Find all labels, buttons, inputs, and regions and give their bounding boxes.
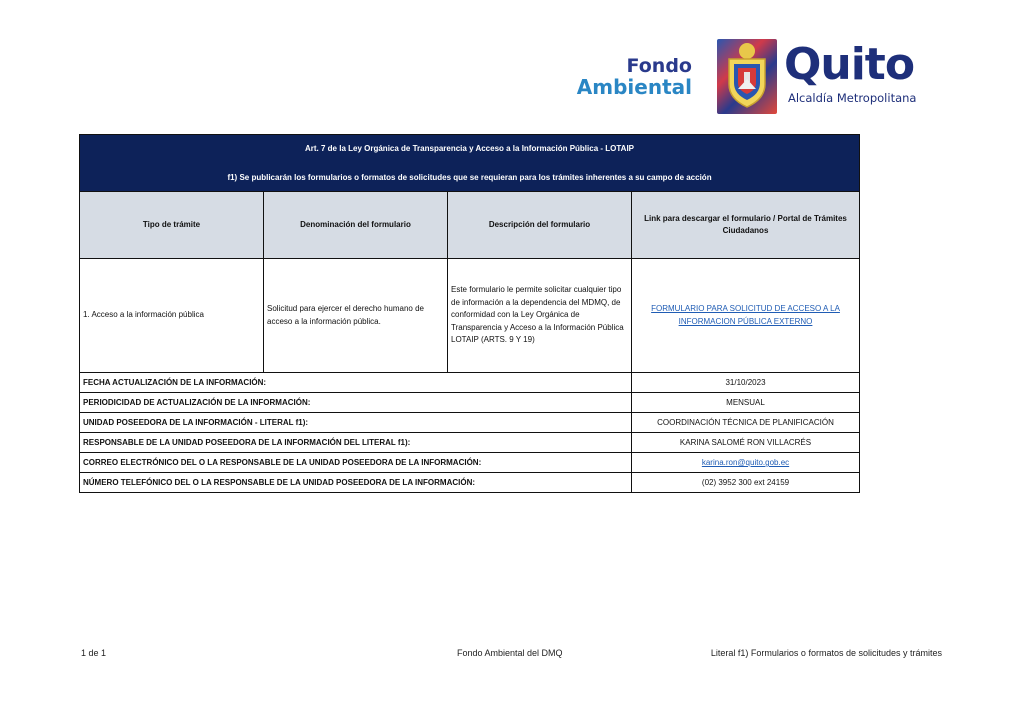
footer-page-number: 1 de 1 [81,648,107,658]
table-title-band [80,135,860,192]
table-title-row [80,135,860,192]
lotaip-table [79,134,860,493]
column-header-row [80,192,860,259]
column-header-tipo: Tipo de trámite [80,192,264,259]
info-value: KARINA SALOMÉ RON VILLACRÉS [632,433,860,453]
info-row-telefono [80,473,860,493]
info-label: PERIODICIDAD DE ACTUALIZACIÓN DE LA INFORMACIÓN: [80,393,632,413]
info-label: UNIDAD POSEEDORA DE LA INFORMACIÓN - LITERAL f1): [80,413,632,433]
column-header-link: Link para descargar el formulario / Portal de Trámites Ciudadanos [632,192,860,259]
table-row [80,259,860,373]
info-value: MENSUAL [632,393,860,413]
info-value: COORDINACIÓN TÉCNICA DE PLANIFICACIÓN [632,413,860,433]
info-label: RESPONSABLE DE LA UNIDAD POSEEDORA DE LA INFORMACIÓN DEL LITERAL f1): [80,433,632,453]
info-label: NÚMERO TELEFÓNICO DEL O LA RESPONSABLE DE LA UNIDAD POSEEDORA DE LA INFORMACIÓN: [80,473,632,493]
footer-center-text: Fondo Ambiental del DMQ [457,648,563,658]
column-header-descripcion: Descripción del formulario [448,192,632,259]
quito-logo-text: Quito [784,39,915,90]
info-row-fecha [80,373,860,393]
alcaldia-subtitle: Alcaldía Metropolitana [788,91,917,105]
info-value [632,453,860,473]
info-label: FECHA ACTUALIZACIÓN DE LA INFORMACIÓN: [80,373,632,393]
cell-denominacion: Solicitud para ejercer el derecho humano de acceso a la información pública. [264,259,448,373]
info-row-correo [80,453,860,473]
email-link[interactable]: karina.ron@quito.gob.ec [701,458,790,467]
column-header-denominacion: Denominación del formulario [264,192,448,259]
info-row-periodicidad [80,393,860,413]
cell-link [632,259,860,373]
cell-tipo: 1. Acceso a la información pública [80,259,264,373]
footer-right-text: Literal f1) Formularios o formatos de solicitudes y trámites [710,648,942,658]
info-label: CORREO ELECTRÓNICO DEL O LA RESPONSABLE DE LA UNIDAD POSEEDORA DE LA INFORMACIÓN: [80,453,632,473]
info-row-responsable [80,433,860,453]
logo-fondo-text: Fondo [626,55,692,77]
info-value: (02) 3952 300 ext 24159 [632,473,860,493]
cell-descripcion: Este formulario le permite solicitar cualquier tipo de información a la dependencia del MDMQ, de conformidad con la Ley Orgánica de Transparencia y Acceso a la Información Pública LOTAIP (ARTS. 9 Y 19) [448,259,632,373]
table-subtitle: f1) Se publicarán los formularios o formatos de solicitudes que se requieran para los trámites inherentes a su campo de acción [227,173,712,182]
quito-coat-of-arms-icon [717,39,777,114]
fondo-ambiental-logo [560,56,692,98]
logo-ambiental-text: Ambiental [576,75,692,99]
info-value: 31/10/2023 [632,373,860,393]
table-title: Art. 7 de la Ley Orgánica de Transparencia y Acceso a la Información Pública - LOTAIP [305,144,634,153]
info-row-unidad [80,413,860,433]
form-download-link[interactable]: FORMULARIO PARA SOLICITUD DE ACCESO A LA INFORMACION PÚBLICA EXTERNO [651,304,840,326]
